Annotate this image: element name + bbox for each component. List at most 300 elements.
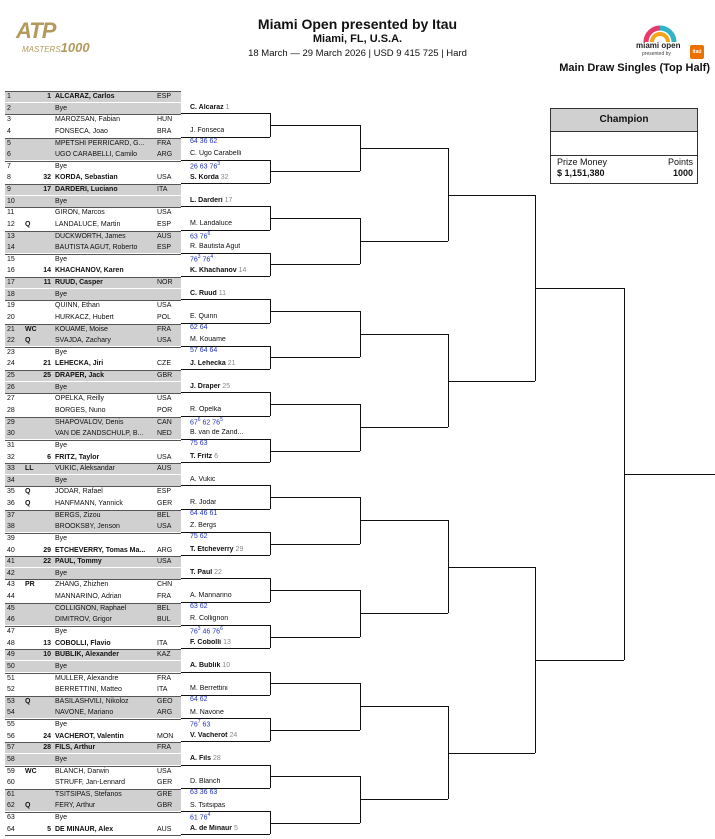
player-name: KORDA, Sebastian: [55, 174, 118, 182]
round2-player-seed: [237, 267, 247, 274]
draw-divider: [5, 370, 181, 371]
draw-divider: [5, 347, 181, 348]
player-name: FONSECA, Joao: [55, 127, 108, 135]
country-code: ARG: [157, 546, 173, 554]
draw-row: [5, 777, 181, 788]
entry-type: LL: [25, 465, 34, 473]
set-score: 63: [190, 788, 198, 796]
round2-slot-line: [181, 206, 270, 207]
draw-row: [5, 673, 181, 684]
draw-number: 32: [7, 453, 15, 461]
round2-seed-value: 17: [224, 196, 233, 204]
round2-player-seed: [232, 825, 238, 832]
country-code: AUS: [157, 465, 172, 473]
seed-number: 6: [47, 453, 51, 461]
match-score: [190, 510, 217, 517]
player-name: KOUAME, Moise: [55, 325, 108, 333]
player-name: GIRON, Marcos: [55, 209, 105, 217]
draw-row: [5, 254, 181, 265]
draw-divider: [5, 603, 181, 604]
round2-player: [190, 290, 226, 297]
player-name: BLANCH, Darwin: [55, 767, 110, 775]
round2-slot-line: [181, 741, 270, 742]
tiebreak-score: 3: [197, 625, 201, 632]
draw-row: [5, 498, 181, 509]
round2-player-seed: [228, 732, 238, 739]
match-score: [190, 440, 208, 447]
set-score: 76: [199, 814, 208, 822]
round2-player-name: M. Landaluce: [190, 220, 233, 228]
country-code: ARG: [157, 709, 173, 717]
player-name: Bye: [55, 662, 68, 670]
draw-row: [5, 452, 181, 463]
player-name: VACHEROT, Valentin: [55, 732, 124, 740]
draw-row: [5, 742, 181, 753]
set-score: 63: [202, 721, 211, 729]
country-code: FRA: [157, 139, 171, 147]
country-code: BUL: [157, 616, 171, 624]
round2-slot-line: [181, 672, 270, 673]
player-name: BERGS, Zizou: [55, 511, 101, 519]
champion-title: Champion: [551, 109, 697, 132]
draw-row: [5, 138, 181, 149]
player-name: Bye: [55, 569, 68, 577]
round3-slot-line: [270, 590, 360, 591]
player-name: FILS, Arthur: [55, 744, 96, 752]
round2-player-seed: [220, 662, 230, 669]
round2-player-name: R. Collignon: [190, 615, 229, 623]
draw-row: [5, 114, 181, 125]
round2-player: [190, 174, 229, 181]
draw-row: [5, 382, 181, 393]
draw-number: 34: [7, 476, 15, 484]
set-score: 36: [199, 137, 208, 145]
country-code: ESP: [157, 488, 172, 496]
player-name: Bye: [55, 814, 68, 822]
round3-slot-line: [270, 125, 360, 126]
tiebreak-score: 7: [197, 719, 201, 726]
draw-row: [5, 358, 181, 369]
draw-divider: [5, 673, 181, 674]
draw-row: [5, 126, 181, 137]
entry-type: WC: [25, 767, 37, 775]
draw-row: [5, 277, 181, 288]
player-name: VUKIC, Aleksandar: [55, 465, 115, 473]
seed-number: 25: [43, 372, 51, 380]
draw-row: [5, 626, 181, 637]
draw-row: [5, 603, 181, 614]
round2-player-seed: [224, 104, 230, 111]
miami-logo-sub: presented by: [642, 51, 671, 57]
draw-number: 1: [7, 93, 11, 100]
round2-player-seed: [226, 360, 236, 367]
draw-divider: [5, 207, 181, 208]
player-name: PAUL, Tommy: [55, 558, 102, 566]
draw-number: 57: [7, 744, 15, 752]
round6-slot-line: [535, 288, 624, 289]
player-name: Bye: [55, 721, 68, 729]
country-code: FRA: [157, 325, 171, 333]
draw-row: [5, 789, 181, 800]
draw-number: 7: [7, 162, 11, 170]
round2-seed-value: 25: [222, 382, 231, 390]
country-code: GBR: [157, 802, 173, 810]
player-name: BORGES, Nuno: [55, 407, 106, 414]
draw-row: [5, 300, 181, 311]
draw-row: [5, 91, 181, 102]
round4-slot-line: [360, 613, 448, 614]
draw-divider: [5, 789, 181, 790]
player-name: FERY, Arthur: [55, 802, 96, 810]
round2-player: [190, 639, 231, 646]
match-score: [190, 324, 208, 331]
country-code: GER: [157, 500, 173, 508]
draw-row: [5, 312, 181, 323]
tiebreak-score: 5: [220, 416, 223, 423]
country-code: POR: [157, 407, 173, 414]
draw-row: [5, 719, 181, 730]
player-name: ALCARAZ, Carlos: [55, 93, 115, 100]
draw-number: 35: [7, 488, 15, 496]
round2-player-name: T. Paul: [190, 568, 213, 576]
draw-row: [5, 417, 181, 428]
round3-slot-line: [270, 497, 360, 498]
draw-number: 44: [7, 593, 15, 601]
player-name: Bye: [55, 197, 68, 205]
draw-row: [5, 556, 181, 567]
player-name: STRUFF, Jan-Lennard: [55, 779, 126, 787]
draw-row: [5, 393, 181, 404]
set-score: 67: [190, 418, 198, 426]
seed-number: 14: [43, 267, 51, 275]
draw-number: 60: [7, 779, 15, 787]
country-code: ITA: [157, 186, 168, 194]
player-name: HURKACZ, Hubert: [55, 313, 114, 321]
match-score: [190, 161, 220, 170]
round2-player-name: D. Blanch: [190, 778, 221, 786]
round4-slot-line: [360, 799, 448, 800]
draw-row: [5, 231, 181, 242]
player-name: OPELKA, Reilly: [55, 395, 105, 403]
draw-row: [5, 219, 181, 230]
player-name: TSITSIPAS, Stefanos: [55, 790, 122, 798]
player-name: HANFMANN, Yannick: [55, 500, 123, 508]
round2-player: [190, 685, 228, 692]
round2-player: [190, 615, 228, 622]
draw-divider: [5, 766, 181, 767]
round3-slot-line: [270, 544, 360, 545]
tiebreak-score: 4: [207, 812, 211, 819]
draw-row: [5, 754, 181, 765]
set-score: 76: [190, 721, 198, 729]
player-name: SVAJDA, Zachary: [55, 337, 111, 345]
round2-player-name: L. Darderi: [190, 196, 223, 204]
player-name: MULLER, Alexandre: [55, 674, 119, 682]
draw-number: 11: [7, 209, 15, 217]
round3-slot-line: [270, 218, 360, 219]
draw-number: 62: [7, 802, 15, 810]
set-score: 76: [190, 628, 198, 636]
set-score: 76: [199, 232, 208, 240]
draw-divider: [5, 556, 181, 557]
round2-player: [190, 499, 216, 506]
draw-number: 27: [7, 395, 15, 403]
set-score: 62: [209, 137, 218, 145]
set-score: 63: [199, 439, 208, 447]
round2-player-name: A. Fils: [190, 755, 212, 763]
draw-row: [5, 684, 181, 695]
round2-player-name: A. de Minaur: [190, 824, 233, 832]
draw-row: [5, 638, 181, 649]
draw-divider: [5, 417, 181, 418]
round2-player: [190, 453, 218, 460]
set-score: 76: [212, 418, 221, 426]
set-score: 61: [190, 814, 198, 822]
draw-number: 33: [7, 465, 15, 473]
round2-seed-value: 5: [233, 824, 238, 832]
set-score: 75: [190, 439, 198, 447]
entry-type: Q: [25, 802, 31, 810]
round2-player: [190, 522, 216, 529]
player-name: BUBLIK, Alexander: [55, 651, 119, 659]
draw-row: [5, 428, 181, 439]
player-name: COLLIGNON, Raphael: [55, 604, 127, 612]
draw-row: [5, 568, 181, 579]
miami-logo-text: miami open: [636, 41, 681, 50]
player-name: ETCHEVERRY, Tomas Ma...: [55, 546, 146, 554]
draw-number: 17: [7, 279, 15, 287]
player-name: MANNARINO, Adrian: [55, 593, 122, 601]
round2-player-name: S. Tsitsipas: [190, 801, 226, 809]
set-score: 62: [199, 602, 208, 610]
player-name: Bye: [55, 290, 68, 298]
draw-row: [5, 103, 181, 114]
draw-divider: [5, 812, 181, 813]
set-score: 64: [190, 137, 198, 145]
country-code: USA: [157, 337, 172, 345]
player-name: JODAR, Rafael: [55, 488, 103, 496]
player-name: SHAPOVALOV, Denis: [55, 418, 124, 426]
set-score: 62: [199, 695, 208, 703]
draw-row: [5, 440, 181, 451]
draw-divider: [5, 579, 181, 580]
match-score: [190, 254, 213, 263]
entry-type: Q: [25, 488, 31, 496]
atp-logo-number: 1000: [60, 40, 90, 55]
player-name: BASILASHVILI, Nikoloz: [55, 697, 129, 705]
round2-slot-line: [181, 392, 270, 393]
round2-slot-line: [181, 555, 270, 556]
round2-player-name: M. Kouame: [190, 336, 226, 344]
country-code: HUN: [157, 116, 173, 124]
section-title: Main Draw Singles (Top Half): [559, 62, 710, 74]
match-score: [190, 603, 208, 610]
draw-row: [5, 475, 181, 486]
draw-divider: [5, 533, 181, 534]
round2-player-name: V. Vacherot: [190, 731, 228, 739]
round2-slot-line: [181, 299, 270, 300]
country-code: USA: [157, 302, 172, 310]
draw-row: [5, 196, 181, 207]
draw-number: 23: [7, 348, 15, 356]
country-code: USA: [157, 453, 172, 461]
draw-row: [5, 649, 181, 660]
set-score: 36: [199, 788, 208, 796]
round2-seed-value: 32: [220, 173, 229, 181]
seed-number: 1: [47, 93, 51, 100]
seed-number: 28: [43, 744, 51, 752]
round2-slot-line: [181, 648, 270, 649]
round2-player: [190, 104, 229, 111]
round2-player-seed: [234, 546, 244, 553]
round2-seed-value: 22: [214, 568, 222, 576]
match-score: [190, 347, 217, 354]
set-score: 64: [190, 509, 198, 517]
draw-row: [5, 707, 181, 718]
country-code: AUS: [157, 232, 172, 240]
round2-player-name: J. Fonseca: [190, 127, 225, 135]
set-score: 64: [190, 695, 198, 703]
draw-number: 8: [7, 174, 11, 182]
round2-player-name: A. Bublik: [190, 662, 221, 669]
draw-divider: [5, 91, 181, 92]
draw-number: 43: [7, 581, 15, 589]
set-score: 64: [199, 323, 208, 331]
miami-open-logo: [636, 20, 688, 64]
country-code: USA: [157, 209, 172, 217]
champion-divider: [551, 155, 697, 156]
seed-number: 17: [43, 186, 51, 194]
player-name: Bye: [55, 255, 68, 263]
round2-player: [190, 336, 226, 343]
draw-divider: [5, 138, 181, 139]
draw-number: 64: [7, 825, 15, 833]
draw-row: [5, 289, 181, 300]
round2-player-seed: [212, 569, 222, 576]
round2-player-name: J. Lehecka: [190, 359, 226, 367]
draw-row: [5, 812, 181, 823]
round5-slot-line: [448, 381, 535, 382]
set-score: 63: [209, 788, 218, 796]
seed-number: 13: [43, 639, 51, 647]
player-name: LEHECKA, Jiri: [55, 360, 104, 368]
tiebreak-score: 4: [210, 253, 214, 260]
round2-player-name: T. Fritz: [190, 452, 213, 460]
set-score: 62: [199, 532, 208, 540]
round2-seed-value: 6: [214, 452, 219, 460]
draw-row: [5, 265, 181, 276]
round2-player-name: J. Draper: [190, 382, 221, 390]
draw-number: 48: [7, 639, 15, 647]
round2-player-name: Z. Bergs: [190, 522, 217, 530]
draw-row: [5, 824, 181, 835]
country-code: USA: [157, 523, 172, 531]
entry-type: Q: [25, 500, 31, 508]
draw-number: 6: [7, 151, 11, 159]
draw-row: [5, 184, 181, 195]
set-score: 75: [190, 532, 198, 540]
draw-number: 2: [7, 104, 11, 112]
player-name: Bye: [55, 534, 68, 542]
round2-slot-line: [181, 765, 270, 766]
draw-number: 39: [7, 534, 15, 542]
country-code: GER: [157, 779, 173, 787]
round2-player: [190, 127, 224, 134]
prize-money-value: $ 1,151,380: [557, 168, 605, 178]
round2-seed-value: 13: [223, 638, 231, 646]
draw-divider: [5, 649, 181, 650]
country-code: CAN: [157, 418, 172, 426]
set-score: 76: [209, 163, 218, 171]
draw-row: [5, 161, 181, 172]
round3-slot-line: [270, 637, 360, 638]
draw-row: [5, 405, 181, 416]
draw-row: [5, 696, 181, 707]
country-code: BRA: [157, 127, 172, 135]
set-score: 62: [202, 418, 211, 426]
country-code: KAZ: [157, 651, 171, 659]
draw-number: 5: [7, 139, 11, 147]
set-score: 63: [190, 602, 198, 610]
draw-number: 25: [7, 372, 15, 380]
draw-number: 26: [7, 383, 15, 391]
draw-divider: [5, 626, 181, 627]
round2-player-name: T. Etcheverry: [190, 545, 234, 553]
country-code: CHN: [157, 581, 173, 589]
country-code: FRA: [157, 593, 171, 601]
round2-player-name: A. Mannarino: [190, 592, 232, 600]
player-name: QUINN, Ethan: [55, 302, 100, 310]
draw-number: 22: [7, 337, 15, 345]
round2-player-name: M. Navone: [190, 708, 224, 716]
draw-number: 14: [7, 244, 15, 252]
country-code: MON: [157, 732, 174, 740]
player-name: Bye: [55, 627, 68, 635]
set-score: 64: [209, 346, 218, 354]
round2-player: [190, 267, 246, 274]
draw-number: 19: [7, 302, 15, 310]
entry-type: Q: [25, 220, 31, 228]
draw-number: 28: [7, 407, 15, 414]
draw-row: [5, 370, 181, 381]
tiebreak-score: 6: [207, 230, 211, 237]
draw-divider: [5, 300, 181, 301]
seed-number: 29: [43, 546, 51, 554]
draw-number: 15: [7, 255, 15, 263]
entry-type: PR: [25, 581, 35, 589]
round2-player-seed: [212, 453, 218, 460]
country-code: BEL: [157, 511, 171, 519]
tiebreak-score: 3: [217, 160, 221, 167]
round3-slot-line: [270, 404, 360, 405]
draw-number: 36: [7, 500, 15, 508]
round3-slot-line: [270, 823, 360, 824]
match-score: [190, 696, 208, 703]
draw-divider: [5, 510, 181, 511]
atp-logo-masters: MASTERS: [22, 45, 61, 54]
match-score: [190, 138, 217, 145]
draw-row: [5, 242, 181, 253]
draw-number: 40: [7, 546, 15, 554]
draw-row: [5, 510, 181, 521]
round2-player-name: R. Jodar: [190, 499, 217, 507]
atp-logo-text: ATP: [16, 18, 56, 43]
draw-number: 24: [7, 360, 15, 368]
draw-number: 56: [7, 732, 15, 740]
draw-number: 31: [7, 441, 15, 449]
draw-number: 45: [7, 604, 15, 612]
seed-number: 11: [43, 279, 51, 287]
